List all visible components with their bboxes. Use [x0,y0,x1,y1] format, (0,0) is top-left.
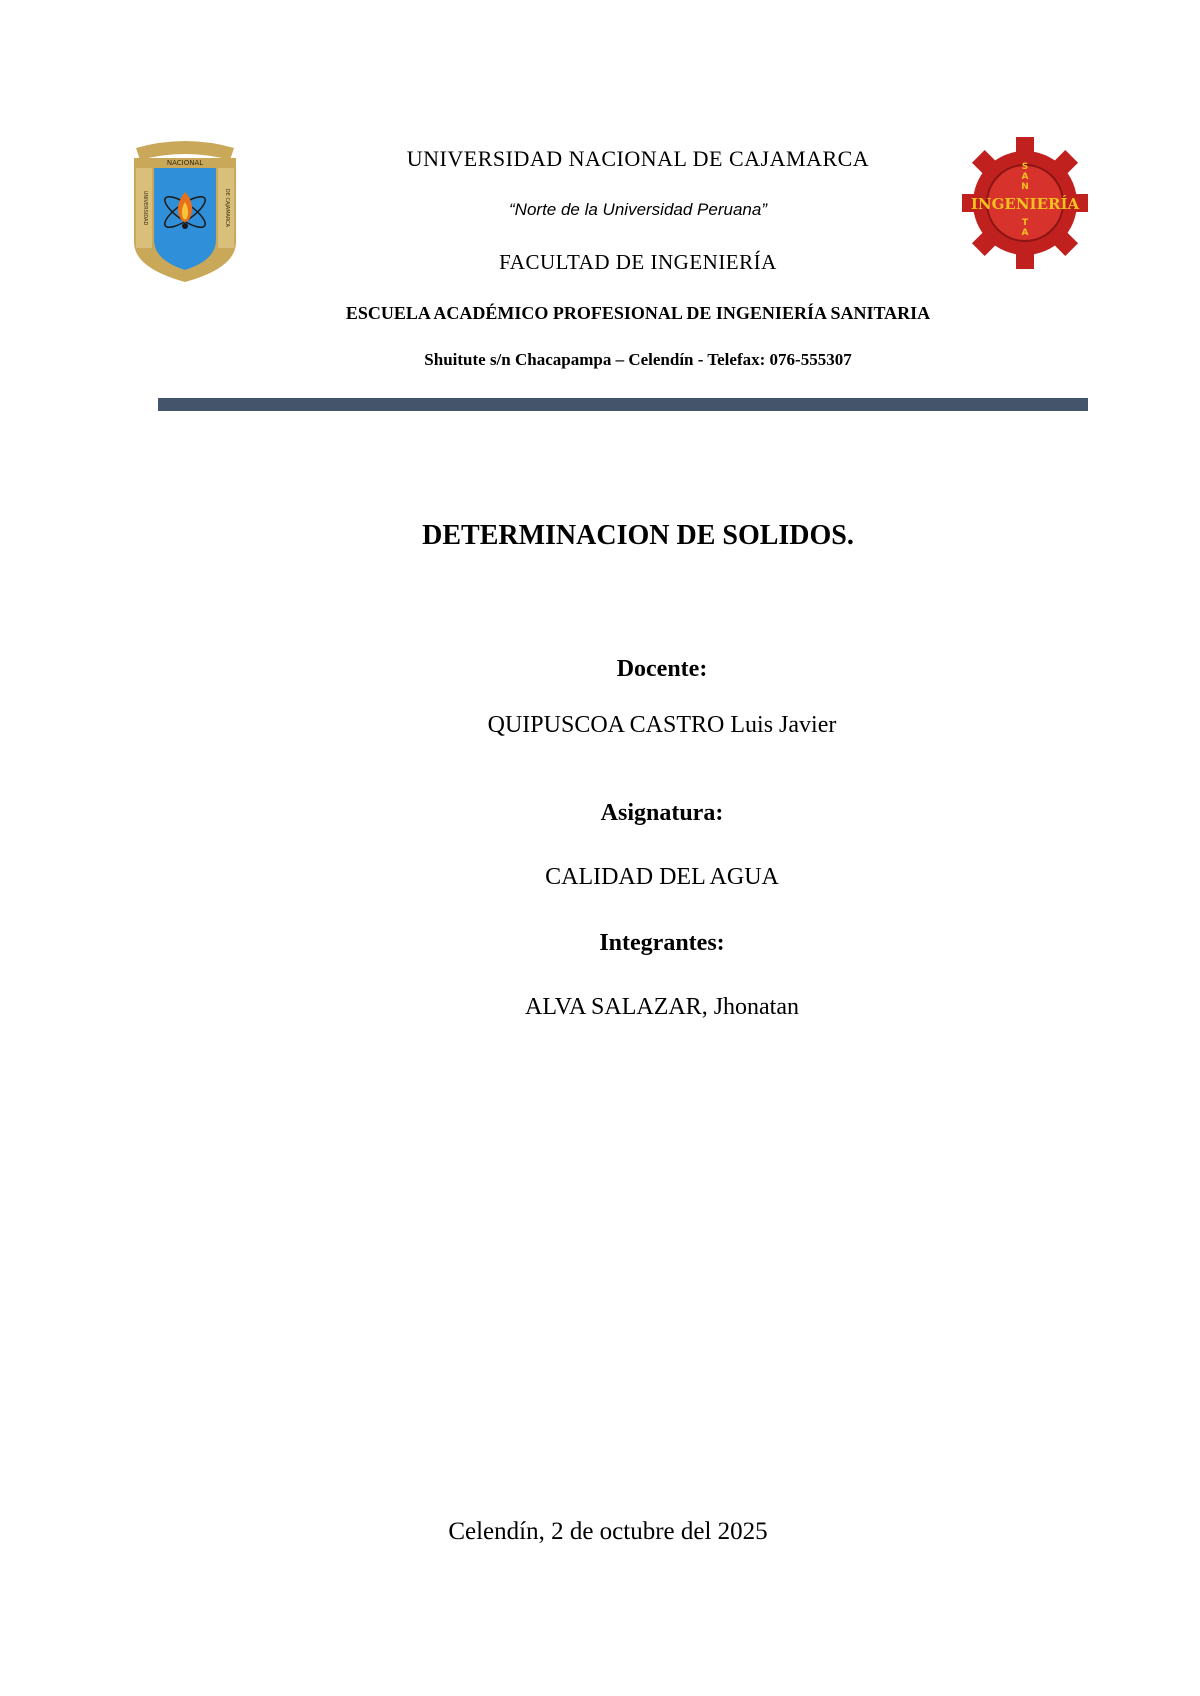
svg-text:A: A [1021,172,1029,182]
university-name: UNIVERSIDAD NACIONAL DE CAJAMARCA [406,146,870,171]
svg-text:UNIVERSIDAD: UNIVERSIDAD [142,190,148,226]
docente-label: Docente: [616,656,708,682]
svg-text:DE CAJAMARCA: DE CAJAMARCA [224,188,230,228]
school-address: Shuitute s/n Chacapampa – Celendín - Telefax: 076-555307 [424,350,852,369]
docente-value: QUIPUSCOA CASTRO Luis Javier [487,712,837,738]
asignatura-label: Asignatura: [600,800,724,826]
school-name: ESCUELA ACADÉMICO PROFESIONAL DE INGENIERÍA SANITARIA [345,303,931,323]
university-motto: “Norte de la Universidad Peruana” [509,200,767,219]
document-title: DETERMINACION DE SOLIDOS. [422,520,854,551]
place-date: Celendín, 2 de octubre del 2025 [448,1518,768,1545]
svg-text:T: T [1021,218,1029,228]
svg-text:S: S [1021,162,1029,172]
integrantes-value: ALVA SALAZAR, Jhonatan [524,994,800,1020]
svg-text:N: N [1021,182,1029,192]
integrantes-label: Integrantes: [599,930,725,956]
faculty-name: FACULTAD DE INGENIERÍA [499,250,777,274]
svg-text:NACIONAL: NACIONAL [166,159,204,167]
svg-text:A: A [1021,228,1029,238]
svg-text:INGENIERÍA: INGENIERÍA [970,195,1080,213]
header-divider [158,398,1088,411]
asignatura-value: CALIDAD DEL AGUA [545,864,779,890]
